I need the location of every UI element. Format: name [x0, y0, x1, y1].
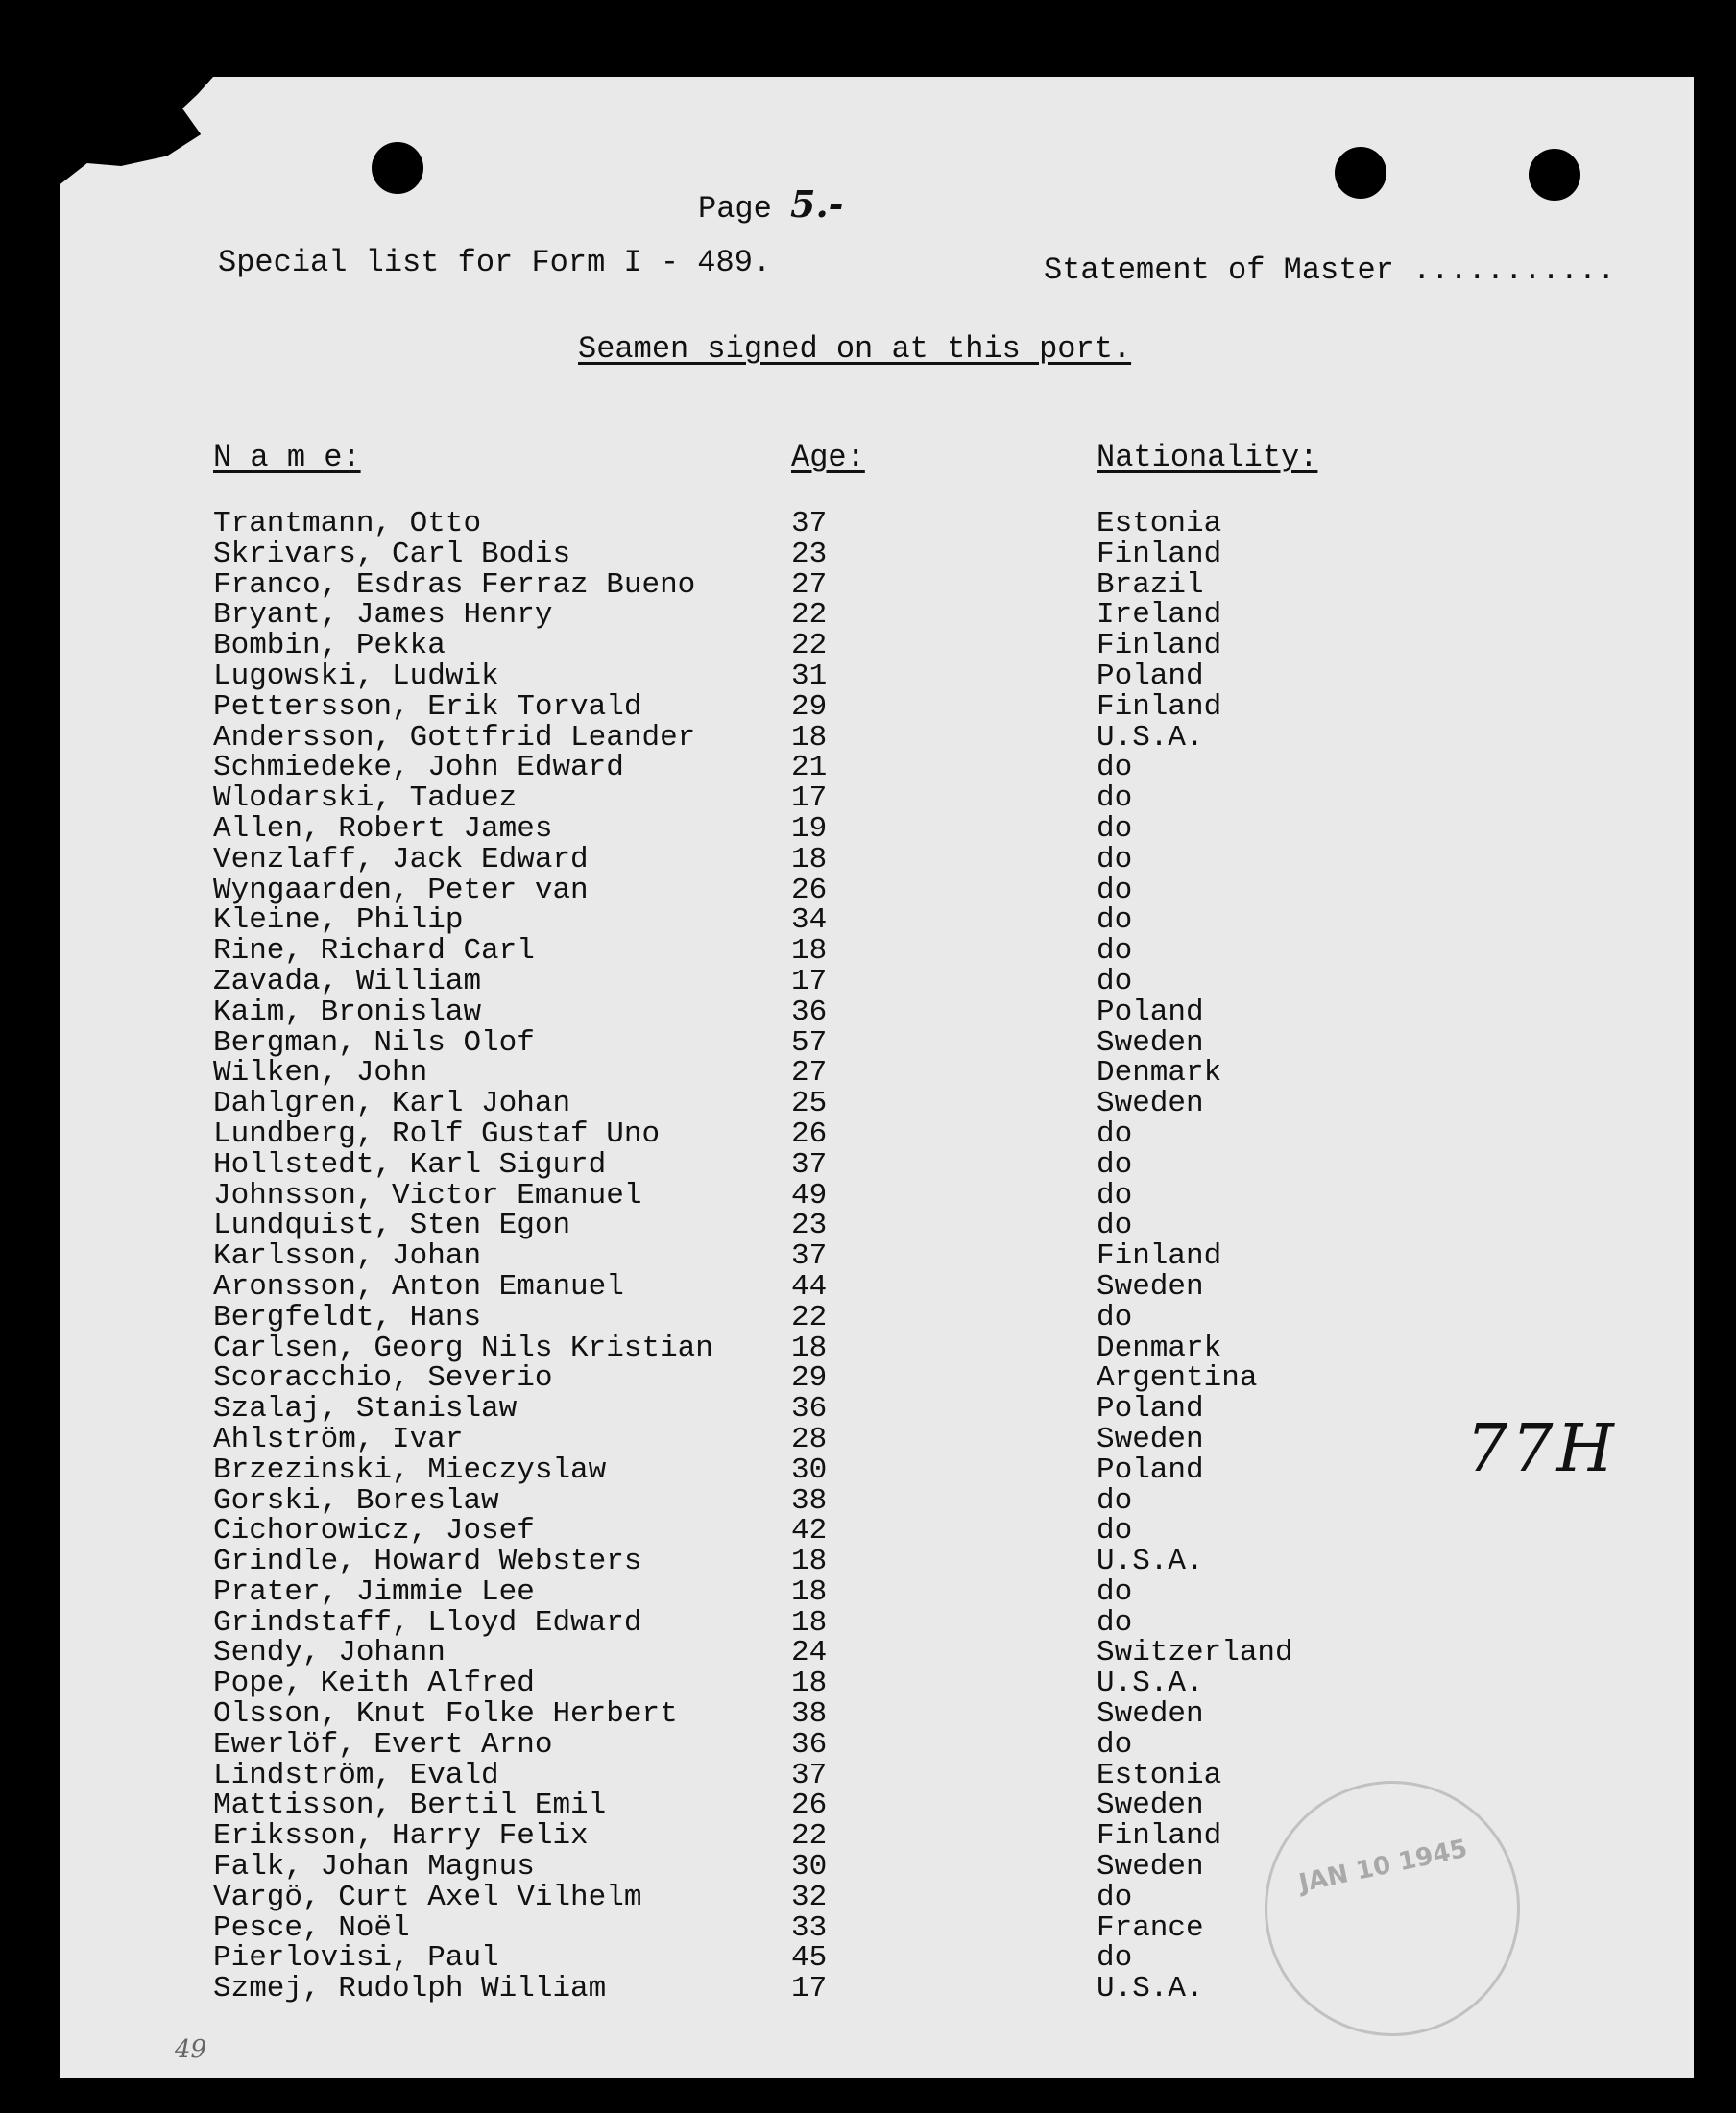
- seaman-name: Grindstaff, Lloyd Edward: [213, 1605, 642, 1640]
- seaman-age: 18: [791, 1574, 828, 1609]
- seaman-name: Ewerlöf, Evert Arno: [213, 1727, 553, 1762]
- table-row: [60, 936, 1694, 967]
- seaman-nationality: do: [1097, 842, 1133, 876]
- seamen-list: [60, 509, 1694, 2005]
- seaman-nationality: do: [1097, 1483, 1133, 1518]
- seaman-name: Gorski, Boreslaw: [213, 1483, 499, 1518]
- seaman-name: Lundberg, Rolf Gustaf Uno: [213, 1117, 661, 1151]
- table-row: [60, 1394, 1694, 1425]
- seaman-age: 44: [791, 1269, 828, 1304]
- seaman-name: Carlsen, Georg Nils Kristian: [213, 1331, 713, 1365]
- seaman-nationality: Switzerland: [1097, 1636, 1293, 1670]
- seaman-age: 18: [791, 1605, 828, 1640]
- seaman-name: Aronsson, Anton Emanuel: [213, 1269, 624, 1304]
- seaman-nationality: Sweden: [1097, 1269, 1204, 1304]
- seaman-age: 22: [791, 1300, 828, 1334]
- table-row: [60, 753, 1694, 783]
- seaman-nationality: do: [1097, 1178, 1133, 1213]
- seaman-nationality: do: [1097, 1941, 1133, 1976]
- seaman-name: Karlsson, Johan: [213, 1239, 482, 1274]
- seaman-name: Vargö, Curt Axel Vilhelm: [213, 1880, 642, 1914]
- page-number-handwritten: 5.-: [790, 182, 844, 226]
- punch-hole-right-1: [1335, 147, 1386, 199]
- table-row: [60, 842, 1694, 876]
- table-row: [60, 1211, 1694, 1241]
- seaman-name: Olsson, Knut Folke Herbert: [213, 1697, 678, 1732]
- stamp-date: JAN 10 1945: [1296, 1834, 1470, 1899]
- seaman-age: 32: [791, 1880, 828, 1914]
- seaman-name: Franco, Esdras Ferraz Bueno: [213, 567, 696, 602]
- seaman-age: 37: [791, 1758, 828, 1792]
- seaman-name: Allen, Robert James: [213, 811, 553, 846]
- seaman-name: Szmej, Rudolph William: [213, 1972, 607, 2006]
- seaman-age: 18: [791, 720, 828, 755]
- seaman-age: 26: [791, 1789, 828, 1823]
- seaman-nationality: Poland: [1097, 659, 1204, 693]
- seaman-nationality: Finland: [1097, 537, 1222, 571]
- seaman-nationality: Poland: [1097, 995, 1204, 1029]
- seaman-nationality: do: [1097, 751, 1133, 785]
- seaman-nationality: Sweden: [1097, 1697, 1204, 1732]
- table-row: [60, 1455, 1694, 1486]
- seaman-nationality: do: [1097, 811, 1133, 846]
- seaman-name: Trantmann, Otto: [213, 507, 482, 540]
- seaman-name: Schmiedeke, John Edward: [213, 751, 624, 785]
- seaman-age: 26: [791, 873, 828, 907]
- seaman-nationality: France: [1097, 1910, 1204, 1945]
- seaman-name: Lundquist, Sten Egon: [213, 1209, 571, 1243]
- seaman-name: Lugowski, Ludwik: [213, 659, 499, 693]
- list-heading: Seamen signed on at this port.: [578, 331, 1132, 367]
- seaman-name: Scoracchio, Severio: [213, 1361, 553, 1396]
- table-row: [60, 1147, 1694, 1182]
- seaman-age: 45: [791, 1941, 828, 1976]
- seaman-age: 37: [791, 507, 828, 540]
- seaman-name: Ahlström, Ivar: [213, 1422, 464, 1456]
- seaman-age: 17: [791, 1972, 828, 2006]
- table-row: [60, 1025, 1694, 1060]
- seaman-nationality: do: [1097, 903, 1133, 938]
- seaman-name: Rine, Richard Carl: [213, 934, 535, 969]
- handwritten-code: 77H: [1466, 1411, 1618, 1487]
- seaman-name: Eriksson, Harry Felix: [213, 1819, 589, 1854]
- table-row: [60, 1758, 1694, 1792]
- seaman-name: Skrivars, Carl Bodis: [213, 537, 571, 571]
- table-row: [60, 1058, 1694, 1089]
- seaman-nationality: Brazil: [1097, 567, 1204, 602]
- seaman-nationality: do: [1097, 1209, 1133, 1243]
- seaman-nationality: Finland: [1097, 629, 1222, 663]
- seaman-age: 27: [791, 567, 828, 602]
- seaman-age: 22: [791, 1819, 828, 1854]
- seaman-nationality: do: [1097, 1605, 1133, 1640]
- table-row: [60, 1727, 1694, 1762]
- seaman-name: Sendy, Johann: [213, 1636, 446, 1670]
- seaman-name: Dahlgren, Karl Johan: [213, 1087, 571, 1121]
- seaman-nationality: do: [1097, 1514, 1133, 1549]
- seaman-nationality: Sweden: [1097, 1025, 1204, 1060]
- seaman-nationality: Poland: [1097, 1392, 1204, 1427]
- table-row: [60, 1669, 1694, 1699]
- seaman-nationality: Finland: [1097, 1819, 1222, 1854]
- seaman-name: Kleine, Philip: [213, 903, 464, 938]
- seaman-age: 18: [791, 1545, 828, 1579]
- seaman-age: 36: [791, 1392, 828, 1427]
- seaman-age: 36: [791, 995, 828, 1029]
- seaman-name: Prater, Jimmie Lee: [213, 1574, 535, 1609]
- table-row: [60, 1699, 1694, 1730]
- seaman-nationality: Sweden: [1097, 1087, 1204, 1121]
- seaman-age: 49: [791, 1178, 828, 1213]
- seaman-age: 30: [791, 1850, 828, 1885]
- seaman-nationality: Finland: [1097, 1239, 1222, 1274]
- seaman-age: 29: [791, 1361, 828, 1396]
- seaman-nationality: do: [1097, 964, 1133, 998]
- seaman-nationality: Sweden: [1097, 1422, 1204, 1456]
- seaman-age: 18: [791, 934, 828, 969]
- seaman-age: 25: [791, 1087, 828, 1121]
- seaman-nationality: U.S.A.: [1097, 720, 1204, 755]
- table-row: [60, 509, 1694, 540]
- seaman-age: 22: [791, 629, 828, 663]
- seaman-age: 38: [791, 1483, 828, 1518]
- seaman-age: 23: [791, 537, 828, 571]
- seaman-name: Pope, Keith Alfred: [213, 1667, 535, 1701]
- seaman-nationality: U.S.A.: [1097, 1972, 1204, 2006]
- seaman-name: Kaim, Bronislaw: [213, 995, 482, 1029]
- seaman-name: Lindström, Evald: [213, 1758, 499, 1792]
- seaman-name: Cichorowicz, Josef: [213, 1514, 535, 1549]
- seaman-age: 27: [791, 1056, 828, 1091]
- seaman-name: Bryant, James Henry: [213, 598, 553, 633]
- seaman-nationality: Poland: [1097, 1453, 1204, 1487]
- seaman-name: Grindle, Howard Websters: [213, 1545, 642, 1579]
- seaman-age: 36: [791, 1727, 828, 1762]
- seaman-nationality: Estonia: [1097, 507, 1222, 540]
- seaman-age: 37: [791, 1239, 828, 1274]
- seaman-nationality: Argentina: [1097, 1361, 1258, 1396]
- seaman-name: Pettersson, Erik Torvald: [213, 689, 642, 724]
- table-row: [60, 631, 1694, 661]
- seaman-nationality: do: [1097, 1727, 1133, 1762]
- seaman-nationality: Sweden: [1097, 1850, 1204, 1885]
- table-row: [60, 1089, 1694, 1119]
- seaman-age: 18: [791, 842, 828, 876]
- seaman-name: Johnsson, Victor Emanuel: [213, 1178, 642, 1213]
- table-row: [60, 1119, 1694, 1150]
- seaman-name: Pesce, Noël: [213, 1910, 410, 1945]
- seaman-nationality: Sweden: [1097, 1789, 1204, 1823]
- seaman-age: 30: [791, 1453, 828, 1487]
- seaman-age: 28: [791, 1422, 828, 1456]
- seaman-age: 37: [791, 1147, 828, 1182]
- seaman-name: Wilken, John: [213, 1056, 428, 1091]
- seaman-age: 42: [791, 1514, 828, 1549]
- seaman-nationality: Ireland: [1097, 598, 1222, 633]
- table-row: [60, 1333, 1694, 1364]
- seaman-age: 31: [791, 659, 828, 693]
- seaman-age: 23: [791, 1209, 828, 1243]
- seaman-name: Bombin, Pekka: [213, 629, 446, 663]
- seaman-age: 57: [791, 1025, 828, 1060]
- seaman-name: Pierlovisi, Paul: [213, 1941, 499, 1976]
- torn-corner: [60, 77, 213, 221]
- seaman-nationality: do: [1097, 1147, 1133, 1182]
- seaman-nationality: U.S.A.: [1097, 1667, 1204, 1701]
- seaman-nationality: U.S.A.: [1097, 1545, 1204, 1579]
- seaman-age: 21: [791, 751, 828, 785]
- seaman-name: Bergfeldt, Hans: [213, 1300, 482, 1334]
- table-row: [60, 1638, 1694, 1669]
- seaman-age: 38: [791, 1697, 828, 1732]
- table-row: [60, 689, 1694, 724]
- seaman-name: Bergman, Nils Olof: [213, 1025, 535, 1060]
- seaman-name: Falk, Johan Magnus: [213, 1850, 535, 1885]
- seaman-nationality: do: [1097, 873, 1133, 907]
- seaman-name: Wyngaarden, Peter van: [213, 873, 589, 907]
- table-row: [60, 537, 1694, 571]
- table-row: [60, 1241, 1694, 1272]
- seaman-name: Hollstedt, Karl Sigurd: [213, 1147, 607, 1182]
- document-page: [60, 77, 1694, 2078]
- page-label: Page: [698, 191, 772, 227]
- seaman-nationality: do: [1097, 1574, 1133, 1609]
- seaman-name: Venzlaff, Jack Edward: [213, 842, 589, 876]
- table-row: [60, 1516, 1694, 1547]
- seaman-name: Andersson, Gottfrid Leander: [213, 720, 696, 755]
- punch-hole-right-2: [1529, 149, 1580, 201]
- table-row: [60, 811, 1694, 846]
- form-reference: Special list for Form I - 489.: [218, 245, 772, 280]
- seaman-name: Mattisson, Bertil Emil: [213, 1789, 607, 1823]
- table-row: [60, 1300, 1694, 1334]
- column-header-nationality: Nationality:: [1097, 440, 1318, 475]
- table-row: [60, 964, 1694, 998]
- seaman-age: 22: [791, 598, 828, 633]
- table-row: [60, 1422, 1694, 1456]
- table-row: [60, 873, 1694, 907]
- seaman-nationality: do: [1097, 1117, 1133, 1151]
- seaman-age: 19: [791, 811, 828, 846]
- corner-note: 49: [175, 2035, 207, 2064]
- table-row: [60, 997, 1694, 1028]
- seaman-age: 29: [791, 689, 828, 724]
- seaman-age: 33: [791, 1910, 828, 1945]
- seaman-age: 24: [791, 1636, 828, 1670]
- column-header-name: N a m e:: [213, 440, 361, 475]
- table-row: [60, 661, 1694, 692]
- punch-hole-left: [372, 142, 423, 194]
- seaman-name: Wlodarski, Taduez: [213, 781, 518, 816]
- seaman-nationality: Denmark: [1097, 1056, 1222, 1091]
- seaman-nationality: Estonia: [1097, 1758, 1222, 1792]
- table-row: [60, 720, 1694, 755]
- seaman-age: 34: [791, 903, 828, 938]
- seaman-age: 26: [791, 1117, 828, 1151]
- column-header-age: Age:: [791, 440, 865, 475]
- table-row: [60, 783, 1694, 814]
- seaman-age: 17: [791, 964, 828, 998]
- seaman-nationality: do: [1097, 1300, 1133, 1334]
- table-row: [60, 1574, 1694, 1609]
- seaman-nationality: Finland: [1097, 689, 1222, 724]
- table-row: [60, 567, 1694, 602]
- table-row: [60, 1547, 1694, 1577]
- seaman-age: 17: [791, 781, 828, 816]
- seaman-nationality: do: [1097, 1880, 1133, 1914]
- seaman-nationality: Denmark: [1097, 1331, 1222, 1365]
- seaman-age: 18: [791, 1331, 828, 1365]
- seaman-age: 18: [791, 1667, 828, 1701]
- table-row: [60, 905, 1694, 936]
- table-row: [60, 1269, 1694, 1304]
- seaman-name: Szalaj, Stanislaw: [213, 1392, 518, 1427]
- seaman-nationality: do: [1097, 934, 1133, 969]
- seaman-name: Brzezinski, Mieczyslaw: [213, 1453, 607, 1487]
- seaman-nationality: do: [1097, 781, 1133, 816]
- seaman-name: Zavada, William: [213, 964, 482, 998]
- table-row: [60, 1605, 1694, 1640]
- master-statement: Statement of Master ...........: [1044, 252, 1616, 288]
- table-row: [60, 600, 1694, 631]
- table-row: [60, 1363, 1694, 1394]
- table-row: [60, 1483, 1694, 1518]
- page-number: [698, 182, 843, 227]
- table-row: [60, 1178, 1694, 1213]
